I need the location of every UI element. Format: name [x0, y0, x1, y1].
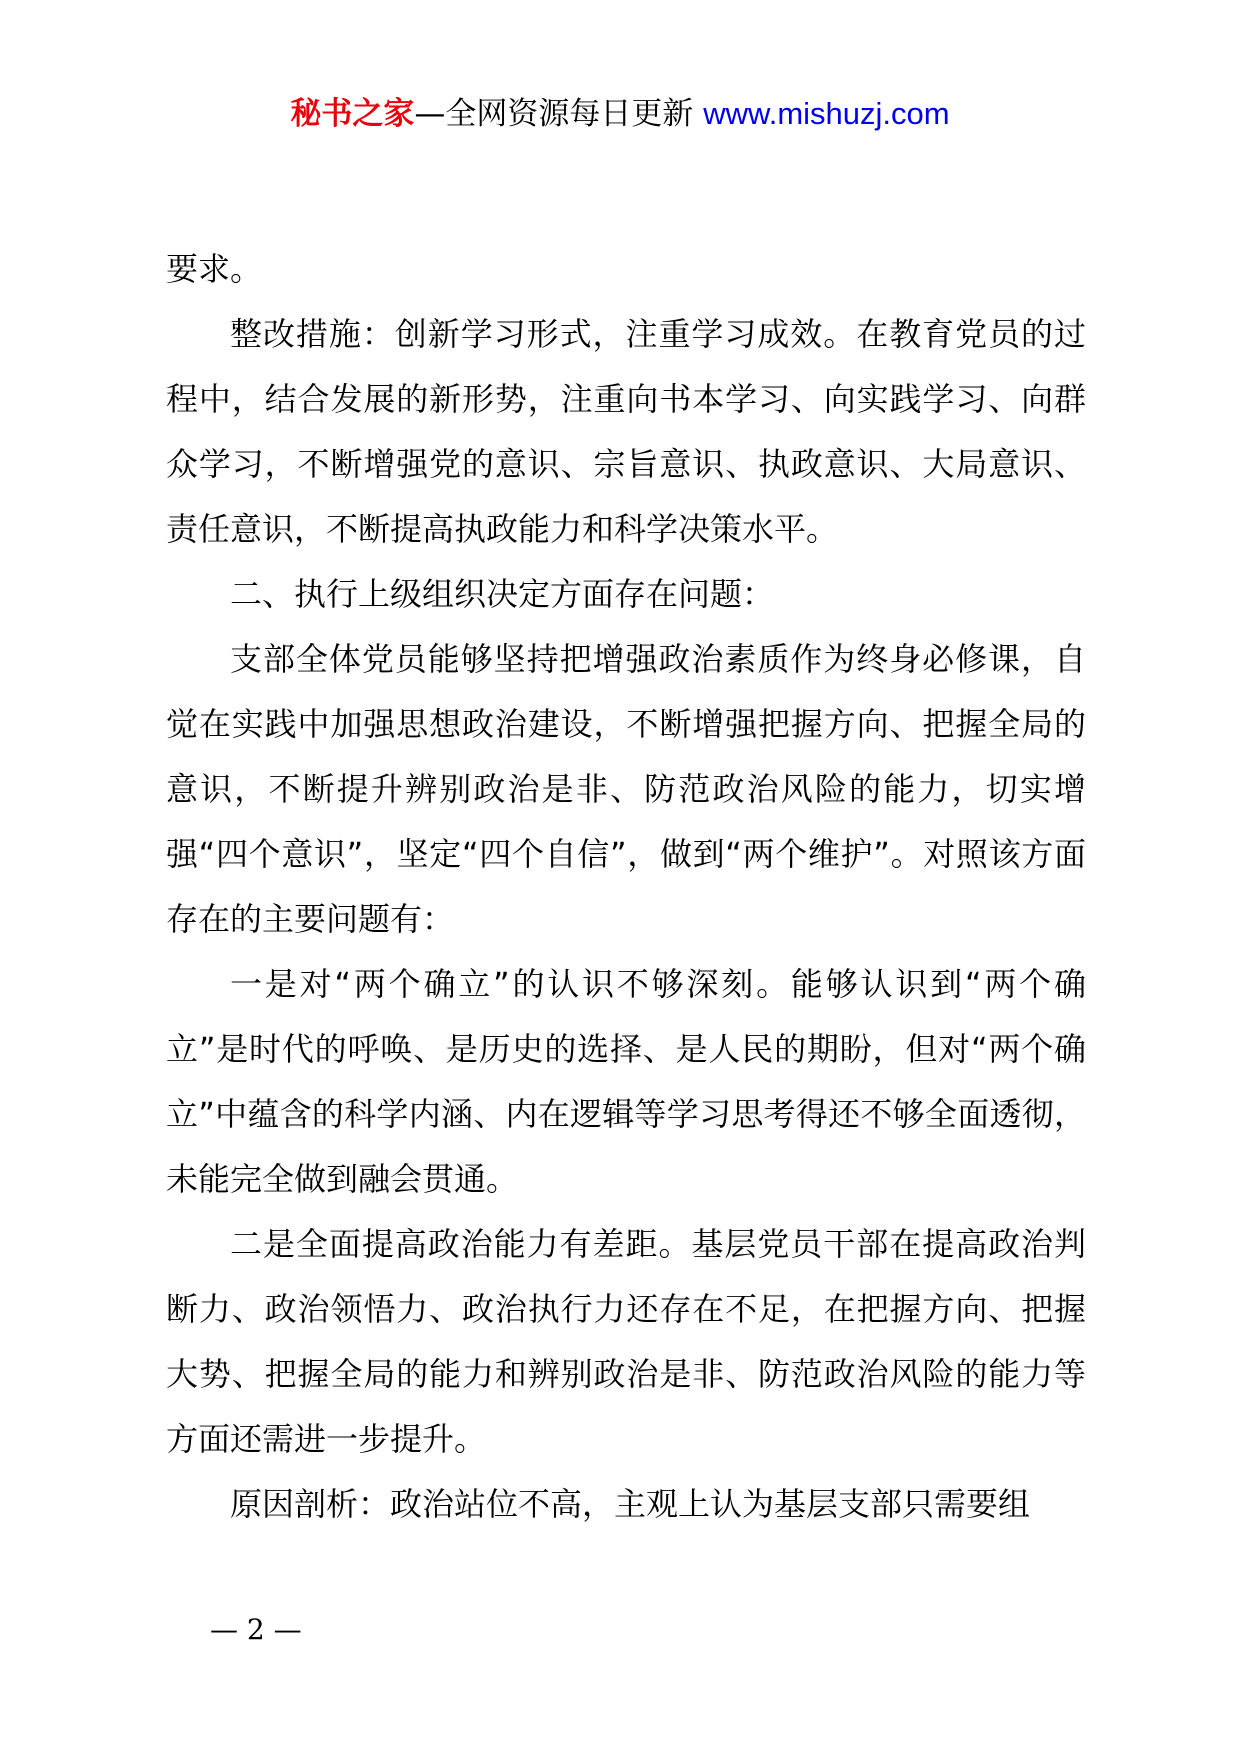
- paragraph-problem-two: 二是全面提高政治能力有差距。基层党员干部在提高政治判断力、政治领悟力、政治执行力还存在不足，在把握方向、把握大势、把握全局的能力和辨别政治是非、防范政治风险的能力等方面还需进一步提升。: [166, 1225, 1086, 1458]
- section-heading-two: 二、执行上级组织决定方面存在问题：: [230, 575, 775, 613]
- page-number: — 2 —: [210, 1613, 302, 1646]
- brand-name: 秘书之家: [290, 96, 415, 132]
- paragraph-cause-analysis: 原因剖析：政治站位不高，主观上认为基层支部只需要组: [230, 1485, 1031, 1523]
- paragraph-problem-one: 一是对“两个确立”的认识不够深刻。能够认识到“两个确立”是时代的呼唤、是历史的选择、是人民的期盼，但对“两个确立”中蕴含的科学内涵、内在逻辑等学习思考得还不够全面透彻，未能完全做到融会贯通。: [166, 965, 1086, 1198]
- site-url-link[interactable]: www.mishuzj.com: [703, 96, 950, 131]
- document-body: [166, 237, 1086, 1537]
- page-header: [0, 94, 1240, 134]
- header-tagline: —全网资源每日更新: [414, 96, 694, 132]
- paragraph-rectification-measures: 整改措施：创新学习形式，注重学习成效。在教育党员的过程中，结合发展的新形势，注重向书本学习、向实践学习、向群众学习，不断增强党的意识、宗旨意识、执政意识、大局意识、责任意识，不断提高执政能力和科学决策水平。: [166, 315, 1086, 548]
- paragraph-continuation: 要求。: [166, 250, 263, 288]
- paragraph-branch-members: 支部全体党员能够坚持把增强政治素质作为终身必修课，自觉在实践中加强思想政治建设，不断增强把握方向、把握全局的意识，不断提升辨别政治是非、防范政治风险的能力，切实增强“四个意识”，坚定“四个自信”，做到“两个维护”。对照该方面存在的主要问题有：: [166, 640, 1086, 938]
